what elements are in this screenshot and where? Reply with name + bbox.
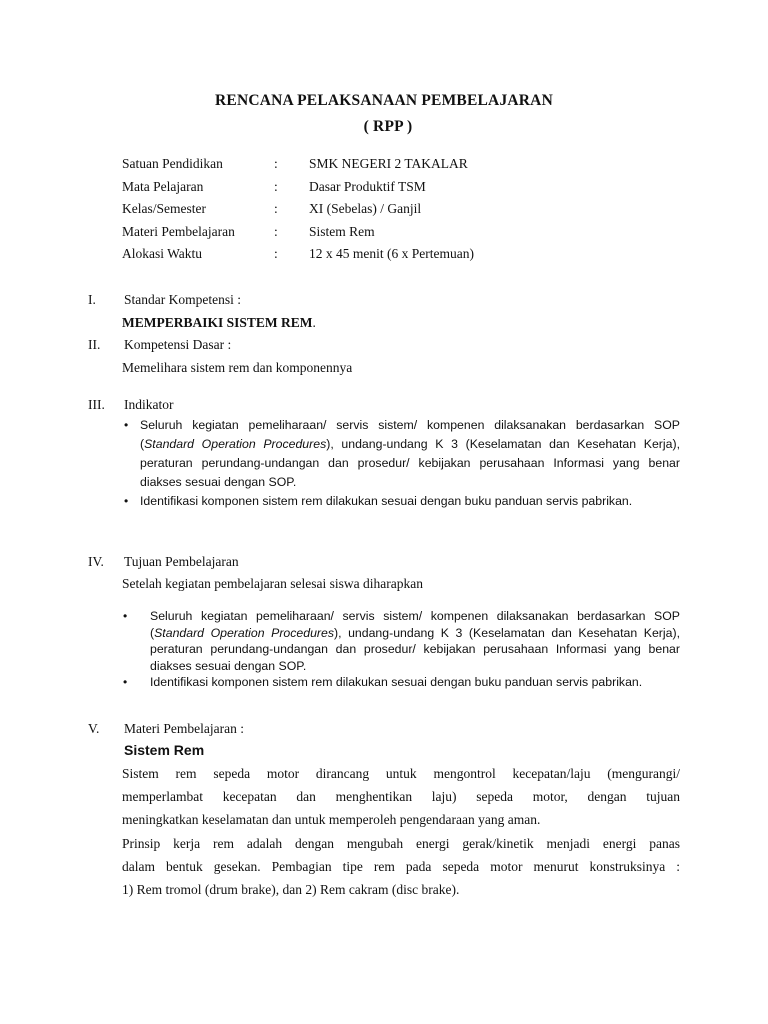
section-heading: Tujuan Pembelajaran bbox=[124, 554, 239, 569]
info-value: Sistem Rem bbox=[309, 224, 375, 239]
item-text-post: ), undang-undang K 3 (Keselamatan dan Kesehatan Kerja), peraturan perundang-undangan dan prosedur/ kebijakan perusahaan Informasi yang benar diakses sesuai dengan SOP. bbox=[140, 437, 680, 489]
section-heading: Indikator bbox=[124, 397, 174, 412]
paragraph-line: 1) Rem tromol (drum brake), dan 2) Rem cakram (disc brake). bbox=[122, 882, 460, 897]
info-key: Mata Pelajaran bbox=[122, 179, 204, 194]
bullet-icon: • bbox=[123, 609, 128, 623]
info-key: Satuan Pendidikan bbox=[122, 156, 223, 171]
info-key: Materi Pembelajaran bbox=[122, 224, 235, 239]
item-text-pre: Identifikasi komponen sistem rem dilakukan sesuai dengan buku panduan servis pabrikan. bbox=[150, 675, 643, 689]
paragraph-line: Sistem rem sepeda motor dirancang untuk mengontrol kecepatan/laju (mengurangi/ bbox=[122, 766, 680, 781]
standar-kompetensi-text: MEMPERBAIKI SISTEM REM bbox=[122, 315, 313, 330]
list-item bbox=[124, 416, 680, 492]
section-number: IV. bbox=[88, 554, 104, 569]
item-text-pre: Seluruh kegiatan pemeliharaan/ servis sistem/ kompenen dilaksanakan berdasarkan SOP ( bbox=[150, 609, 680, 640]
materi-paragraph-1 bbox=[122, 762, 680, 831]
item-text-post: ), undang-undang K 3 (Keselamatan dan Kesehatan Kerja), peraturan perundang-undangan dan prosedur/ kebijakan perusahaan Informasi yang benar diakses sesuai dengan SOP. bbox=[150, 625, 680, 673]
section-number: II. bbox=[88, 337, 101, 352]
section-number: III. bbox=[88, 397, 105, 412]
paragraph-line: meningkatkan keselamatan dan untuk memperoleh pengendaraan yang aman. bbox=[122, 812, 541, 827]
info-value: XI (Sebelas) / Ganjil bbox=[309, 201, 422, 216]
punctuation: . bbox=[312, 315, 316, 330]
section-number: I. bbox=[88, 292, 96, 307]
item-text-italic: Standard Operation Procedures bbox=[144, 437, 327, 451]
info-key: Alokasi Waktu bbox=[122, 246, 203, 261]
list-item bbox=[123, 674, 680, 691]
info-colon: : bbox=[274, 246, 278, 261]
info-key: Kelas/Semester bbox=[122, 201, 206, 216]
paragraph-line: dalam bentuk gesekan. Pembagian tipe rem pada sepeda motor menurut konstruksinya : bbox=[122, 859, 680, 874]
info-colon: : bbox=[274, 201, 278, 216]
materi-paragraph-2 bbox=[122, 832, 680, 901]
info-value: SMK NEGERI 2 TAKALAR bbox=[309, 156, 468, 171]
item-text-italic: Standard Operation Procedures bbox=[154, 625, 335, 640]
item-text-pre: Identifikasi komponen sistem rem dilakukan sesuai dengan buku panduan servis pabrikan. bbox=[140, 494, 633, 508]
tujuan-list bbox=[123, 608, 680, 691]
bullet-icon: • bbox=[123, 675, 128, 689]
section-number: V. bbox=[88, 721, 100, 736]
info-colon: : bbox=[274, 179, 278, 194]
list-item bbox=[124, 492, 680, 511]
info-value: 12 x 45 menit (6 x Pertemuan) bbox=[309, 246, 474, 261]
info-colon: : bbox=[274, 224, 278, 239]
paragraph-line: Prinsip kerja rem adalah dengan mengubah energi gerak/kinetik menjadi energi panas bbox=[122, 836, 680, 851]
section-heading: Standar Kompetensi : bbox=[124, 292, 241, 307]
bullet-icon: • bbox=[124, 418, 129, 432]
indikator-list bbox=[124, 416, 680, 511]
document-title: RENCANA PELAKSANAAN PEMBELAJARAN bbox=[215, 92, 553, 109]
section-content bbox=[122, 315, 316, 331]
document-subtitle: ( RPP ) bbox=[363, 118, 413, 135]
section-intro: Setelah kegiatan pembelajaran selesai siswa diharapkan bbox=[122, 576, 424, 591]
section-content: Memelihara sistem rem dan komponennya bbox=[122, 360, 353, 375]
section-heading: Kompetensi Dasar : bbox=[124, 337, 232, 352]
item-text-pre: Seluruh kegiatan pemeliharaan/ servis sistem/ kompenen dilaksanakan berdasarkan SOP ( bbox=[140, 418, 680, 451]
materi-title: Sistem Rem bbox=[124, 742, 205, 758]
info-colon: : bbox=[274, 156, 278, 171]
section-heading: Materi Pembelajaran : bbox=[124, 721, 244, 736]
bullet-icon: • bbox=[124, 494, 129, 508]
list-item bbox=[123, 608, 680, 674]
paragraph-line: memperlambat kecepatan dan menghentikan laju) sepeda motor, dengan tujuan bbox=[122, 789, 680, 804]
info-value: Dasar Produktif TSM bbox=[309, 179, 426, 194]
